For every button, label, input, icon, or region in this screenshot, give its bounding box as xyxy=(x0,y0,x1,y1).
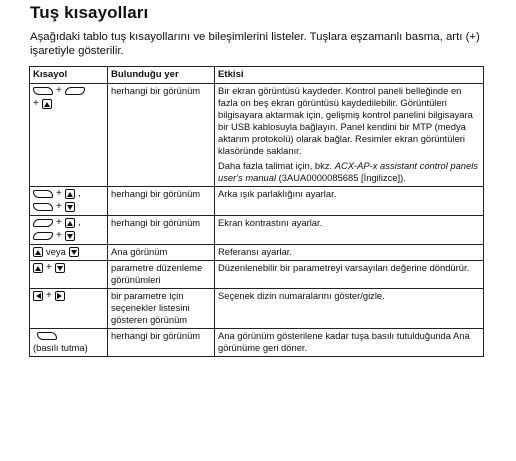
left-arrow-key-icon xyxy=(33,291,43,301)
comma-sign: , xyxy=(77,217,81,228)
down-arrow-key-icon xyxy=(55,263,65,273)
location-cell: herhangi bir görünüm xyxy=(108,329,215,357)
effect-cell: Ana görünüm gösterilene kadar tuşa basılı tutulduğunda Ana görünüme geri döner. xyxy=(215,329,484,357)
plus-sign: + xyxy=(33,98,39,109)
shortcut-cell xyxy=(30,289,108,329)
location-cell: herhangi bir görünüm xyxy=(108,84,215,187)
up-arrow-key-icon xyxy=(65,218,75,228)
table-row xyxy=(30,84,484,187)
right-softkey-icon xyxy=(33,219,53,227)
plus-sign: + xyxy=(56,85,62,96)
left-softkey-icon xyxy=(33,190,53,198)
shortcut-cell xyxy=(30,329,108,357)
effect-cell: Referansı ayarlar. xyxy=(215,245,484,261)
up-arrow-key-icon xyxy=(42,99,52,109)
header-location: Bulunduğu yer xyxy=(108,67,215,84)
location-cell: parametre düzenleme görünümleri xyxy=(108,261,215,289)
effect-cell: Seçenek dizin numaralarını göster/gizle. xyxy=(215,289,484,329)
hold-note: (basılı tutma) xyxy=(33,342,88,353)
effect-reference: Daha fazla talimat için, bkz. ACX-AP-x assistant control panels user's manual (3AUA0000085685 [İngilizce]). xyxy=(218,160,479,183)
right-arrow-key-icon xyxy=(55,291,65,301)
shortcut-cell xyxy=(30,261,108,289)
comma-sign: , xyxy=(77,188,81,199)
table-row xyxy=(30,187,484,216)
plus-sign: + xyxy=(46,262,52,273)
location-cell: herhangi bir görünüm xyxy=(108,216,215,245)
table-row xyxy=(30,261,484,289)
effect-cell xyxy=(215,84,484,187)
up-arrow-key-icon xyxy=(33,247,43,257)
effect-cell: Arka ışık parlaklığını ayarlar. xyxy=(215,187,484,216)
header-effect: Etkisi xyxy=(215,67,484,84)
plus-sign: + xyxy=(46,290,52,301)
left-softkey-icon xyxy=(33,87,53,95)
up-arrow-key-icon xyxy=(65,189,75,199)
shortcut-cell xyxy=(30,245,108,261)
up-arrow-key-icon xyxy=(33,263,43,273)
shortcut-cell xyxy=(30,216,108,245)
left-softkey-icon xyxy=(37,332,57,340)
down-arrow-key-icon xyxy=(69,247,79,257)
location-cell: bir parametre için seçenekler listesini gösteren görünüm xyxy=(108,289,215,329)
right-softkey-icon xyxy=(33,232,53,240)
shortcut-cell xyxy=(30,84,108,187)
connector-text: veya xyxy=(46,246,66,257)
plus-sign: + xyxy=(56,230,62,241)
effect-cell: Düzenlenebilir bir parametreyi varsayılan değerine döndürür. xyxy=(215,261,484,289)
plus-sign: + xyxy=(56,188,62,199)
page-title: Tuş kısayolları xyxy=(30,3,149,22)
plus-sign: + xyxy=(56,217,62,228)
right-softkey-icon xyxy=(65,87,85,95)
left-softkey-icon xyxy=(33,203,53,211)
location-cell: Ana görünüm xyxy=(108,245,215,261)
table-row xyxy=(30,329,484,357)
manual-title: ACX-AP-x assistant control panels user's manual xyxy=(218,160,479,183)
intro-paragraph: Aşağıdaki tablo tuş kısayollarını ve bileşimlerini listeler. Tuşlara eşzamanlı basma, artı (+) işaretiyle gösterilir. xyxy=(30,31,480,57)
header-shortcut: Kısayol xyxy=(30,67,108,84)
down-arrow-key-icon xyxy=(65,202,75,212)
table-row xyxy=(30,216,484,245)
location-cell: herhangi bir görünüm xyxy=(108,187,215,216)
plus-sign: + xyxy=(56,201,62,212)
effect-text: Bir ekran görüntüsü kaydeder. Kontrol paneli belleğinde en fazla on beş ekran görüntüsü kaydedilebilir. Görüntüleri bilgisayara aktarmak için, gelişmiş kontrol panelini bilgisayara bir USB kablosuyla bağlayın. Panel kendini bir MTP (medya aktarım protokolü) olarak bağlar. Resimler ekran görüntüleri klasöründe saklanır. xyxy=(218,85,473,156)
shortcuts-table xyxy=(29,66,484,357)
effect-cell: Ekran kontrastını ayarlar. xyxy=(215,216,484,245)
table-header-row xyxy=(30,67,484,84)
shortcut-cell xyxy=(30,187,108,216)
table-row xyxy=(30,245,484,261)
table-row xyxy=(30,289,484,329)
down-arrow-key-icon xyxy=(65,231,75,241)
